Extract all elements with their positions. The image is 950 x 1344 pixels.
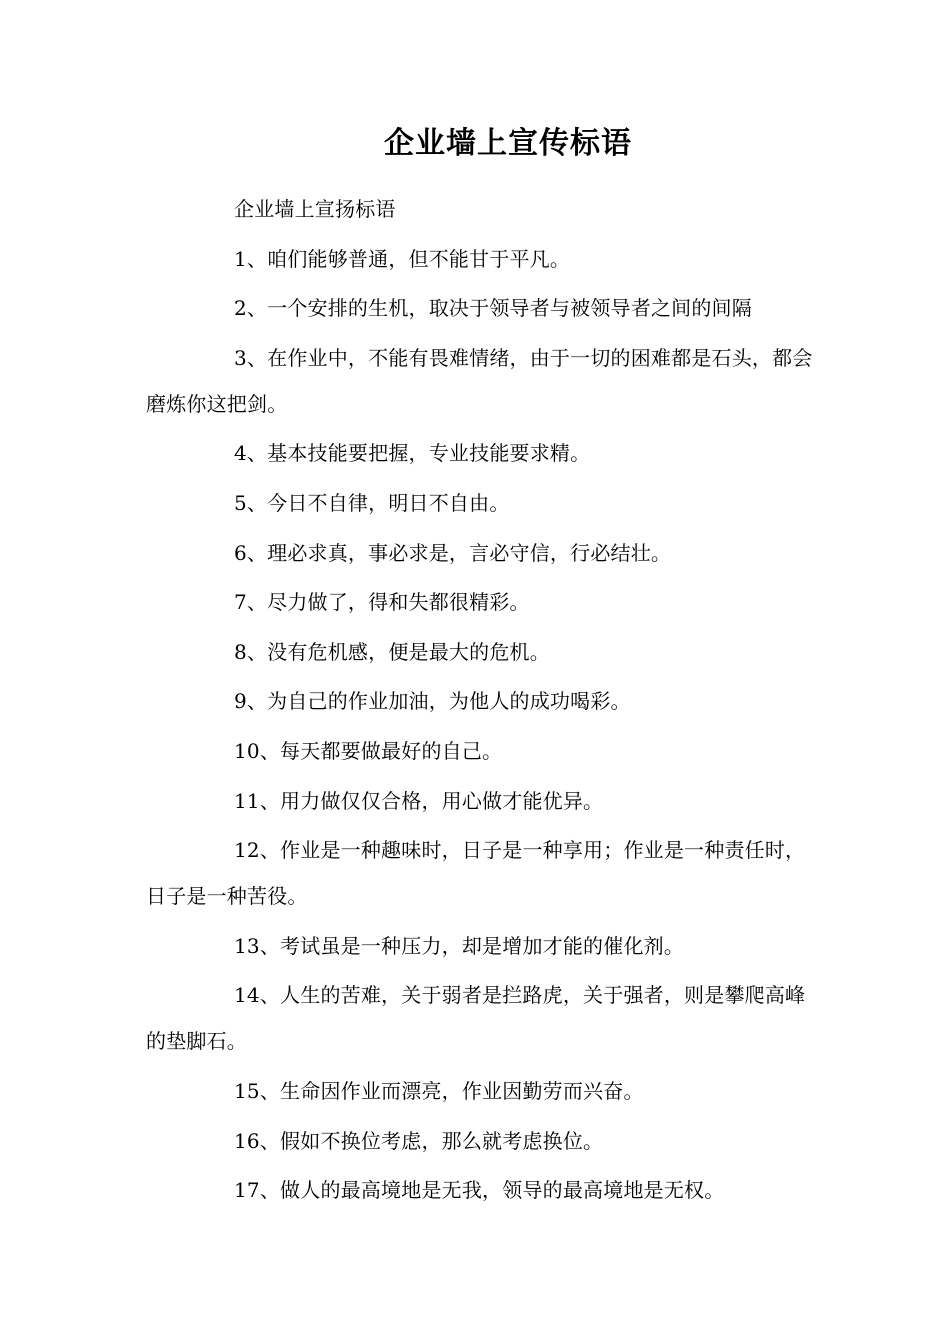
page-title: 企业墙上宣传标语 xyxy=(384,126,632,161)
list-item-10: 10、每天都要做最好的自己。 xyxy=(234,738,503,763)
list-item-17: 17、做人的最高境地是无我，领导的最高境地是无权。 xyxy=(234,1178,725,1203)
list-item-1: 1、咱们能够普通，但不能甘于平凡。 xyxy=(234,246,571,271)
list-item-16: 16、假如不换位考虑，那么就考虑换位。 xyxy=(234,1128,604,1153)
list-item-4: 4、基本技能要把握，专业技能要求精。 xyxy=(234,441,591,466)
document-body xyxy=(146,186,814,1217)
list-item-11: 11、用力做仅仅合格，用心做才能优异。 xyxy=(234,788,604,813)
list-item-14: 14、人生的苦难，关于弱者是拦路虎，关于强者，则是攀爬高峰的垫脚石。 xyxy=(146,983,806,1054)
list-item-8: 8、没有危机感，便是最大的危机。 xyxy=(234,639,550,664)
list-item-5: 5、今日不自律，明日不自由。 xyxy=(234,490,510,515)
list-item-3: 3、在作业中，不能有畏难情绪，由于一切的困难都是石头，都会磨炼你这把剑。 xyxy=(146,345,813,416)
list-item-9: 9、为自己的作业加油，为他人的成功喝彩。 xyxy=(234,689,631,714)
subtitle: 企业墙上宣扬标语 xyxy=(234,197,396,221)
list-item-15: 15、生命因作业而漂亮，作业因勤劳而兴奋。 xyxy=(234,1078,644,1103)
list-item-7: 7、尽力做了，得和失都很精彩。 xyxy=(234,590,530,615)
list-item-2: 2、一个安排的生机，取决于领导者与被领导者之间的间隔 xyxy=(234,296,752,321)
list-item-6: 6、理必求真，事必求是，言必守信，行必结壮。 xyxy=(234,540,672,565)
list-item-13: 13、考试虽是一种压力，却是增加才能的催化剂。 xyxy=(234,933,685,958)
list-item-12: 12、作业是一种趣味时，日子是一种享用；作业是一种责任时，日子是一种苦役。 xyxy=(146,838,806,909)
